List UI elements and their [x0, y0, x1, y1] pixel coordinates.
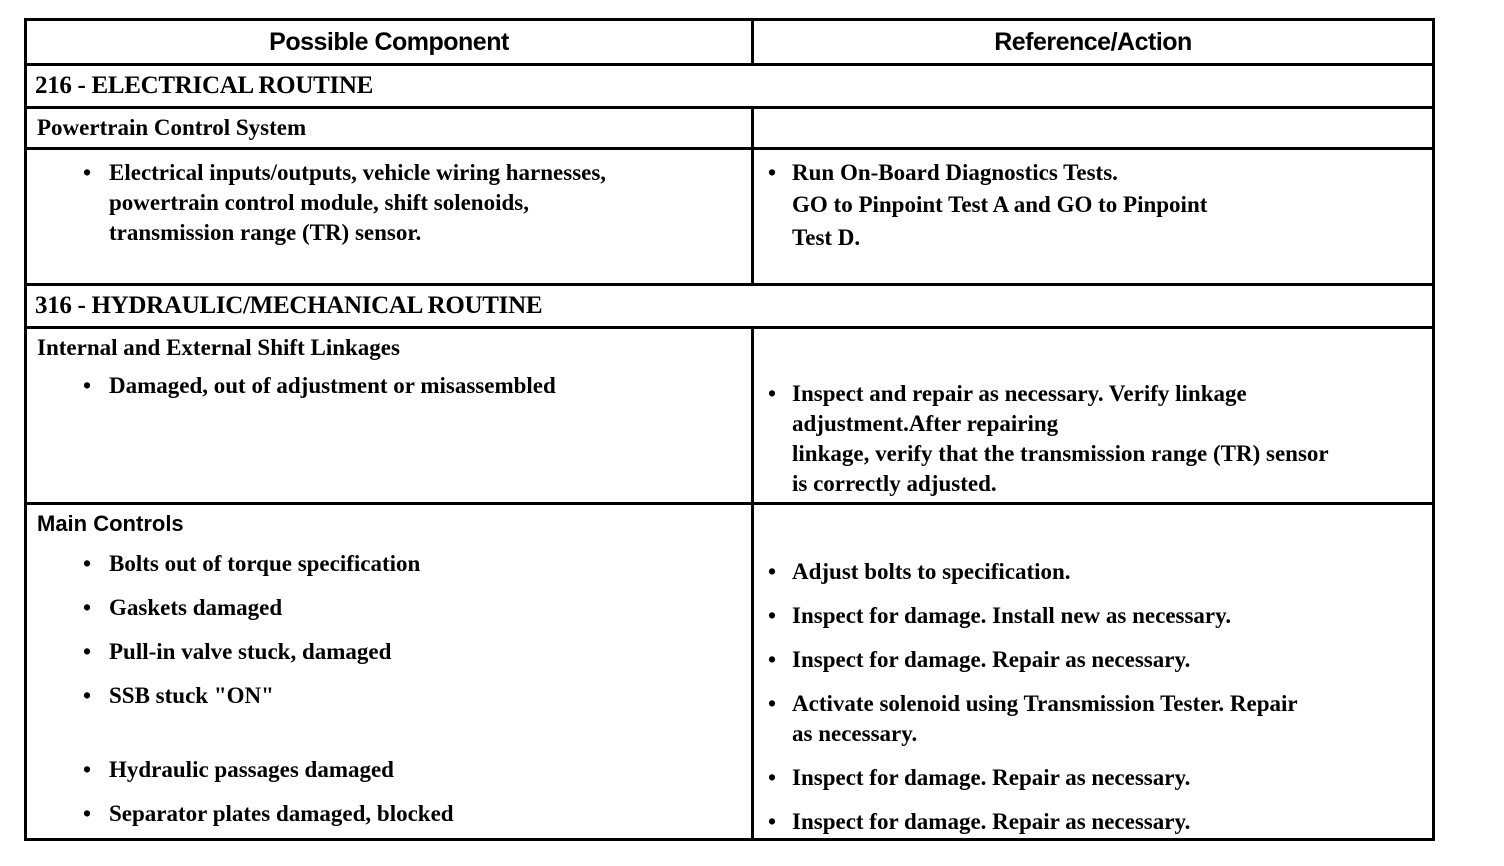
- bullet-icon: •: [83, 683, 92, 708]
- bullet-icon: •: [83, 160, 92, 185]
- action-cell: [753, 149, 1434, 285]
- group-title: Internal and External Shift Linkages: [37, 335, 400, 360]
- list-item: • Inspect for damage. Repair as necessary.: [754, 763, 1432, 793]
- bullet-icon: •: [83, 757, 92, 782]
- group-title: Powertrain Control System: [26, 108, 753, 149]
- empty-cell: [753, 108, 1434, 149]
- bullet-icon: •: [768, 160, 777, 185]
- bullet-icon: •: [768, 647, 777, 672]
- diagnostic-table-container: [24, 18, 1432, 841]
- list-item: • Inspect for damage. Repair as necessary.: [754, 807, 1432, 837]
- routine-title: 216 - ELECTRICAL ROUTINE: [26, 65, 1434, 108]
- component-cell: [26, 328, 753, 504]
- list-item: • Activate solenoid using Transmission Tester. Repair as necessary.: [768, 691, 1298, 746]
- table-row: [26, 328, 1434, 504]
- list-item: • Separator plates damaged, blocked: [27, 799, 751, 829]
- list-item: • SSB stuck "ON": [27, 681, 751, 711]
- bullet-icon: •: [768, 559, 777, 584]
- header-row: [26, 20, 1434, 65]
- list-item: • Inspect for damage. Install new as necessary.: [754, 601, 1432, 631]
- bullet-icon: •: [83, 551, 92, 576]
- list-item: • Pull-in valve stuck, damaged: [27, 637, 751, 667]
- bullet-icon: •: [83, 373, 92, 398]
- component-cell: [26, 149, 753, 285]
- action-cell: [753, 328, 1434, 504]
- bullet-icon: •: [83, 595, 92, 620]
- bullet-icon: •: [768, 809, 777, 834]
- bullet-icon: •: [83, 801, 92, 826]
- bullet-icon: •: [83, 639, 92, 664]
- routine-row: [26, 285, 1434, 328]
- table-row: [26, 504, 1434, 840]
- table-row: [26, 149, 1434, 285]
- header-possible-component: Possible Component: [26, 20, 753, 65]
- bullet-icon: •: [768, 381, 777, 406]
- routine-title: 316 - HYDRAULIC/MECHANICAL ROUTINE: [26, 285, 1434, 328]
- list-item: • Adjust bolts to specification.: [754, 557, 1432, 587]
- component-cell: [26, 504, 753, 840]
- header-reference-action: Reference/Action: [753, 20, 1434, 65]
- bullet-icon: •: [768, 691, 777, 716]
- list-item: • Bolts out of torque specification: [27, 549, 751, 579]
- list-item: • Inspect and repair as necessary. Verify linkage adjustment.After repairing linkage, verify that the transmission range (TR) sensor is correctly adjusted.: [768, 381, 1329, 496]
- list-item: • Inspect for damage. Repair as necessary.: [754, 645, 1432, 675]
- routine-row: [26, 65, 1434, 108]
- group-row: [26, 108, 1434, 149]
- list-item: • Damaged, out of adjustment or misassembled: [27, 371, 751, 401]
- action-cell: [753, 504, 1434, 840]
- bullet-icon: •: [768, 603, 777, 628]
- bullet-icon: •: [768, 765, 777, 790]
- list-item: • Gaskets damaged: [27, 593, 751, 623]
- list-item: • Run On-Board Diagnostics Tests. GO to Pinpoint Test A and GO to Pinpoint Test D.: [768, 160, 1208, 250]
- group-title: Main Controls: [37, 511, 184, 536]
- list-item: • Hydraulic passages damaged: [27, 755, 751, 785]
- diagnostic-table: [24, 18, 1435, 841]
- list-item: • Electrical inputs/outputs, vehicle wiring harnesses, powertrain control module, shift solenoids, transmission range (TR) sensor.: [83, 160, 607, 245]
